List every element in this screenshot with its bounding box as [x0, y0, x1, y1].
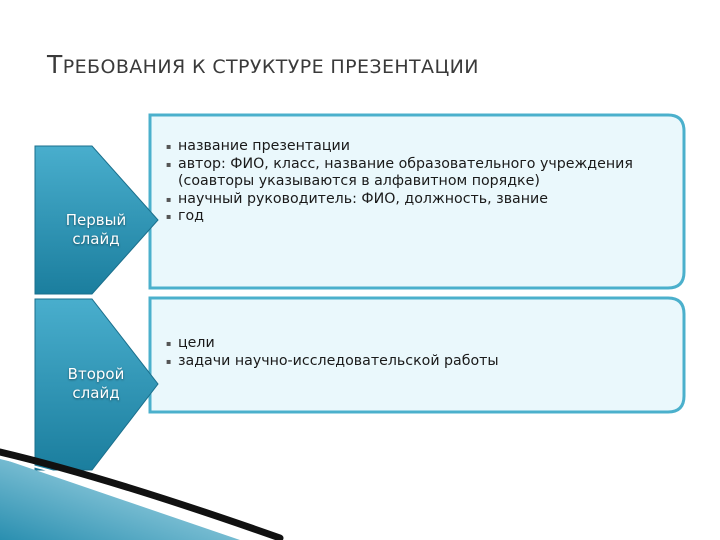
list-item: ▪ цели: [166, 335, 661, 353]
row-2-label-line: слайд: [72, 384, 120, 402]
list-item: ▪ научный руководитель: ФИО, должность, звание: [166, 191, 661, 209]
page-title-initial: Т: [47, 50, 63, 79]
row-1-bullet-list: [166, 138, 661, 226]
list-item: ▪ автор: ФИО, класс, название образовательного учреждения (соавторы указываются в алфавитном порядке): [166, 156, 661, 191]
row-1-label-line: слайд: [72, 230, 120, 248]
row-2-bullet-list: [166, 335, 661, 370]
page-title-rest: РЕБОВАНИЯ К СТРУКТУРЕ ПРЕЗЕНТАЦИИ: [62, 56, 479, 78]
row-2-label: [41, 365, 151, 403]
row-1-label-line: Первый: [65, 211, 127, 229]
row-2-label-line: Второй: [67, 365, 125, 383]
list-item: ▪ задачи научно-исследовательской работы: [166, 353, 661, 371]
row-1-label: [41, 211, 151, 249]
list-item: ▪ год: [166, 208, 661, 226]
list-item: ▪ название презентации: [166, 138, 661, 156]
